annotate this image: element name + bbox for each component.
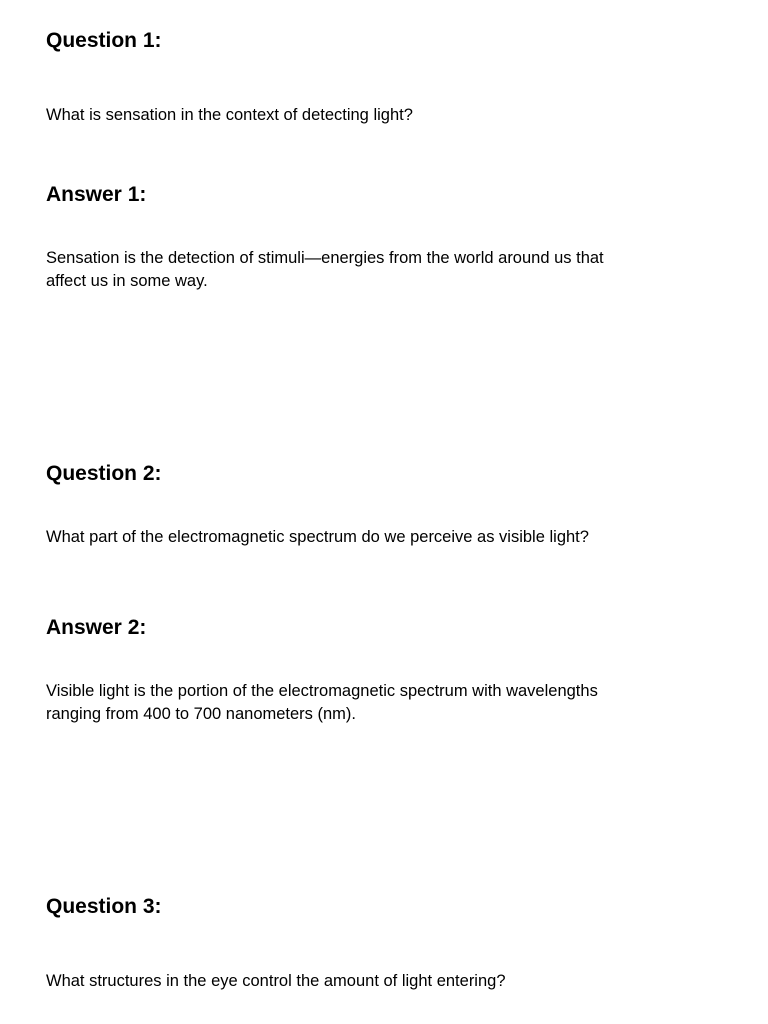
- question-3-text: What structures in the eye control the amount of light entering?: [46, 972, 506, 990]
- answer-2-heading: Answer 2:: [46, 616, 147, 639]
- question-1-text: What is sensation in the context of detecting light?: [46, 106, 413, 124]
- answer-1-heading: Answer 1:: [46, 183, 147, 206]
- question-2-heading: Question 2:: [46, 462, 162, 485]
- question-2-text: What part of the electromagnetic spectrum do we perceive as visible light?: [46, 528, 589, 546]
- answer-1-text: Sensation is the detection of stimuli—energies from the world around us that affect us in some way.: [46, 249, 604, 290]
- question-3-heading: Question 3:: [46, 895, 162, 918]
- question-1-heading: Question 1:: [46, 29, 162, 52]
- answer-2-text: Visible light is the portion of the electromagnetic spectrum with wavelengths ranging from 400 to 700 nanometers (nm).: [46, 682, 598, 723]
